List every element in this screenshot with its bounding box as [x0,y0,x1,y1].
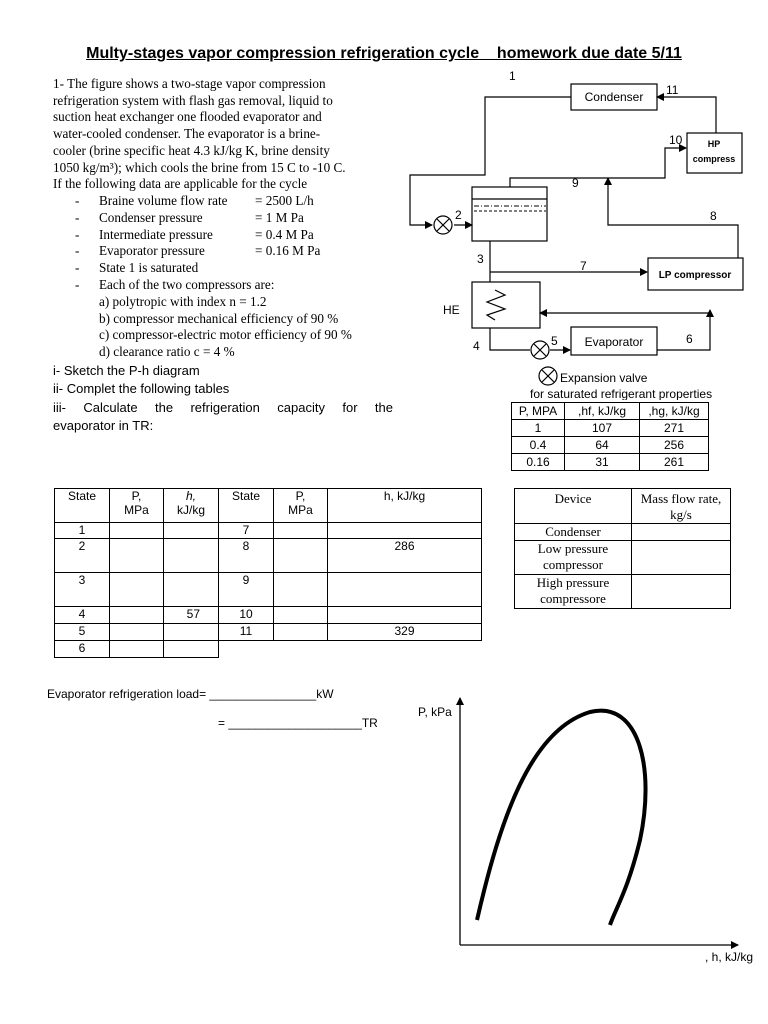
sub-item: b) compressor mechanical efficiency of 90 % [99,310,339,326]
load-line-tr: = ____________________TR [218,716,378,730]
list-item: - Condenser pressure = 1 M Pa [75,209,304,225]
device-cell: Low pressure compressor [515,541,632,575]
x-axis-label: , h, kJ/kg [705,950,754,964]
hp-compressor-label: HP [707,139,721,149]
lp-compressor-label: LP compressor [658,270,732,281]
state-2-label: 2 [455,208,462,222]
table-cell: 107 [565,420,640,437]
device-cell: High pressure compressore [515,575,632,609]
sub-item: d) clearance ratio c = 4 % [99,344,235,360]
question-1: i- Sketch the P-h diagram [53,363,200,378]
expansion-valve-legend-icon [539,367,557,385]
question-3: iii- Calculate the refrigeration capacity for the [53,400,393,415]
saturation-dome [477,711,646,925]
table-row: 4 57 10 [55,607,482,624]
mass-cell[interactable] [632,575,731,609]
state-9-label: 9 [572,176,579,190]
col-header: P, MPa [274,489,328,523]
properties-caption: for saturated refrigerant properties [530,387,713,400]
col-header: State [219,489,274,523]
item-label: State 1 is saturated [99,260,199,276]
heat-exchanger-box [472,282,540,328]
item-label: Each of the two compressors are: [99,276,275,292]
col-header: h, kJ/kg [328,489,482,523]
intro-line: If the following data are applicable for the cycle [53,176,308,192]
table-row: 2 8 286 [55,539,482,573]
device-cell: Condenser [515,524,632,541]
table-row [512,454,709,471]
item-value: = 2500 L/h [255,193,314,208]
problem-intro [53,76,393,193]
table-row [515,575,731,609]
table-row: 1 7 [55,523,482,539]
table-row: 3 9 [55,573,482,607]
page-title: Multy-stages vapor compression refrigeration cycle homework due date 5/11 [86,45,682,62]
col-header: h, kJ/kg [164,489,219,523]
state-8-label: 8 [710,209,717,223]
item-value: = 0.4 M Pa [255,226,314,242]
table-row [515,524,731,541]
expansion-valve-icon [531,341,549,359]
mass-cell[interactable] [632,524,731,541]
item-label: Evaporator pressure [99,243,205,259]
item-label: Intermediate pressure [99,226,213,242]
table-row [515,541,731,575]
table-row [512,437,709,454]
ph-diagram [400,690,768,980]
col-header: ,hf, kJ/kg [565,403,640,420]
cycle-schematic [400,60,768,400]
expansion-valve-icon [434,216,452,234]
load-line-kw: Evaporator refrigeration load= ________________kW [47,687,334,701]
col-header: Mass flow rate, kg/s [632,489,731,524]
col-header: Device [515,489,632,524]
evaporator-label: Evaporator [584,335,644,349]
hp-compressor-label: compress [692,154,736,164]
intro-line: 1050 kg/m³); which cools the brine from 15 C to -10 C. [53,159,346,175]
table-cell: 0.4 [512,437,565,454]
table-cell: 256 [640,437,709,454]
list-item: - Evaporator pressure = 0.16 M Pa [75,243,321,259]
state-4-label: 4 [473,339,480,353]
item-value: = 0.16 M Pa [255,243,321,259]
legend-expansion-valve: Expansion valve [560,371,648,385]
sub-item: c) compressor-electric motor efficiency of 90 % [99,327,352,343]
list-item: - Braine volume flow rate = 2500 L/h [75,193,314,208]
table-cell: 0.16 [512,454,565,471]
state-5-label: 5 [551,334,558,348]
y-axis-label: P, kPa [418,705,452,719]
state-1-label: 1 [509,69,516,83]
intro-line: suction heat exchanger one flooded evaporator and [53,109,322,125]
condenser-label: Condenser [584,90,644,104]
state-3-label: 3 [477,252,484,266]
table-cell: 64 [565,437,640,454]
he-label: HE [443,303,460,317]
state-7-label: 7 [580,259,587,273]
sub-item: a) polytropic with index n = 1.2 [99,293,267,309]
mass-flow-table [514,488,731,609]
table-row: 6 [55,641,482,658]
table-cell: 1 [512,420,565,437]
intro-line: cooler (brine specific heat 4.3 kJ/kg K, brine density [53,142,330,158]
flash-tank [472,187,547,241]
table-cell: 31 [565,454,640,471]
state-10-label: 10 [669,133,683,147]
table-row: 5 11 329 [55,624,482,641]
table-cell: 261 [640,454,709,471]
col-header: P, MPA [512,403,565,420]
state-11-label: 11 [666,83,679,97]
intro-line: refrigeration system with flash gas removal, liquid to [53,92,333,108]
col-header: ,hg, kJ/kg [640,403,709,420]
list-item: - State 1 is saturated [75,260,199,276]
item-label: Condenser pressure [99,209,203,225]
item-label: Braine volume flow rate [99,193,228,208]
intro-line: 1- The figure shows a two-stage vapor compression [53,76,326,91]
mass-cell[interactable] [632,541,731,575]
col-header: State [55,489,110,523]
data-list [75,193,352,361]
state-6-label: 6 [686,332,693,346]
list-item: - Intermediate pressure = 0.4 M Pa [75,226,314,242]
item-value: = 1 M Pa [255,209,304,225]
state-table [54,488,482,658]
properties-table [511,402,709,471]
table-row [512,420,709,437]
col-header: P, MPa [110,489,164,523]
table-cell: 271 [640,420,709,437]
question-3-cont: evaporator in TR: [53,418,154,433]
question-2: ii- Complet the following tables [53,381,230,396]
list-item: - Each of the two compressors are: [75,276,275,292]
intro-line: water-cooled condenser. The evaporator is a brine- [53,126,321,142]
